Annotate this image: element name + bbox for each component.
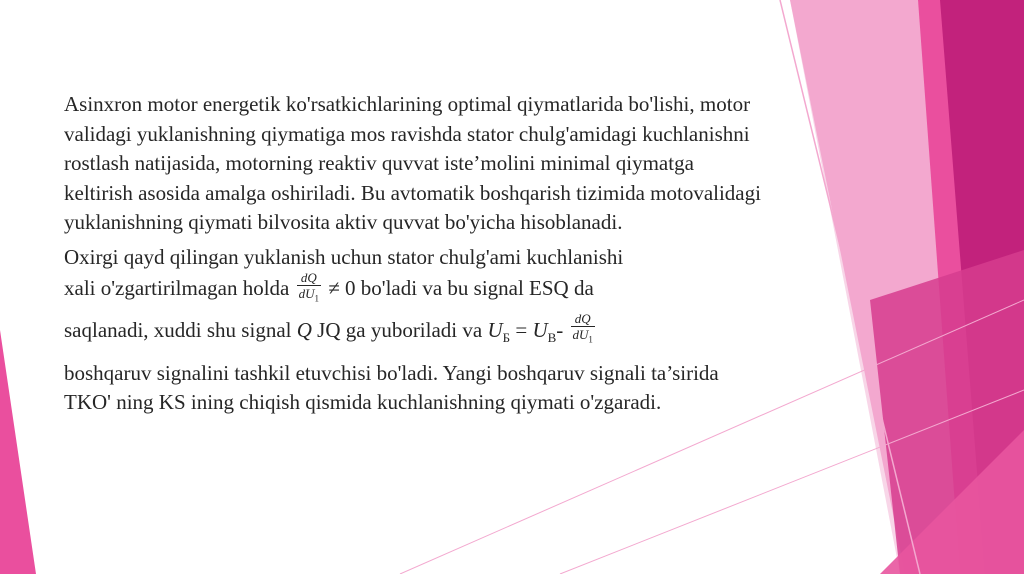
p2-seg-3: saqlanadi, xuddi shu signal xyxy=(64,317,292,342)
not-equal-zero: ≠ 0 xyxy=(328,276,356,301)
var-u-b2: $U_B$ xyxy=(532,317,557,345)
decor-left-sliver xyxy=(0,330,36,574)
var-q: Q xyxy=(296,317,312,342)
p2-seg-1: xali o'zgartirilmagan holda xyxy=(64,276,290,301)
p2-seg-4: JQ ga yuboriladi va xyxy=(317,317,483,342)
fraction-denominator-b: $dU_1$ xyxy=(572,327,593,346)
p2-line-1: Oxirgi qayd qilingan yuklanish uchun stator chulg'ami kuchlanishi xyxy=(64,244,624,269)
fraction-numerator: dQ xyxy=(297,270,321,286)
fraction-dq-du1 xyxy=(297,270,321,307)
equals-sign: = xyxy=(515,317,528,342)
minus-sign: - xyxy=(556,317,564,342)
slide-body xyxy=(64,90,764,418)
paragraph-1: Asinxron motor energetik ko'rsatkichlarining optimal qiymatlarida bo'lishi, motor validagi yuklanishning qiymatiga mos ravishda stator chulg'amidagi kuchlanishni rostlash natijasida, motorning reaktiv quvvat iste’molini minimal qiymatga keltirish asosida amalga oshiriladi. Bu avtomatik boshqarish tizimida motovalidagi yuklanishning qiymati bilvosita aktiv quvvat bo'yicha hisoblanadi. xyxy=(64,92,761,234)
fraction-dq-du1-b xyxy=(571,311,595,348)
p2-tail: boshqaruv signalini tashkil etuvchisi bo'ladi. Yangi boshqaruv signali ta’sirida TKO' ning KS ining chiqish qismida kuchlanishning qiymati o'zgaradi. xyxy=(64,360,719,415)
var-u-b: $U_Б$ xyxy=(487,317,511,345)
fraction-denominator: $dU_1$ xyxy=(298,286,320,304)
p2-seg-2: bo'ladi va bu signal ESQ da xyxy=(360,276,594,301)
paragraph-2 xyxy=(64,243,764,418)
fraction-numerator-b: dQ xyxy=(571,311,595,327)
